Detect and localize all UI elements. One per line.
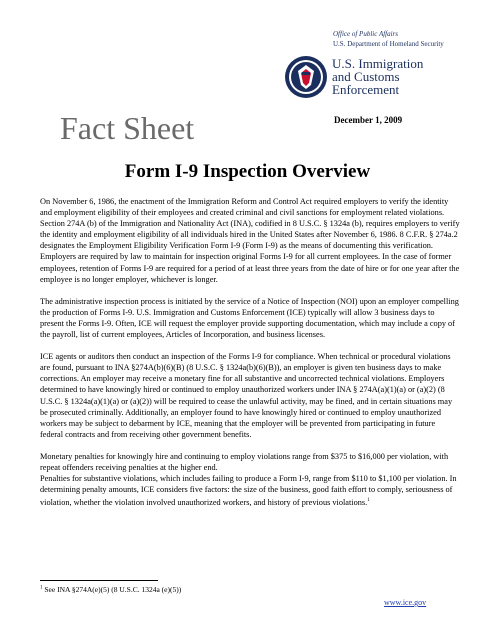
paragraph-5 <box>40 473 460 508</box>
agency-line-2: and Customs <box>332 69 400 84</box>
paragraph-2: The administrative inspection process is initiated by the service of a Notice of Inspection (NOI) upon an employer compelling the production of Forms I-9. U.S. Immigration and Customs Enforcement (ICE) typically will allow 3 business days to present the Forms I-9. Often, ICE will request the employer provide supporting documentation, which may include a copy of the payroll, list of current employees, Articles of Incorporation, and business licenses. <box>40 296 459 340</box>
fact-sheet-label: Fact Sheet <box>60 110 195 146</box>
footnote-mark: 1 <box>40 585 43 591</box>
agency-name <box>332 57 423 96</box>
website-link[interactable]: www.ice.gov <box>384 598 427 607</box>
paragraph-5-text: Penalties for substantive violations, which includes failing to produce a Form I-9, range from $110 to $1,100 per violation. In determining penalty amounts, ICE considers five factors: the size of the business, good faith effort to comply, seriousness of violation, whether the violation involved unauthorized workers, and history of previous violations. <box>40 474 457 508</box>
paragraph-1: On November 6, 1986, the enactment of the Immigration Reform and Control Act required employers to verify the identity and employment eligibility of their employees and created criminal and civil sanctions for employment related violations. Section 274A (b) of the Immigration and Nationality Act (INA), codified in 8 U.S.C. § 1324a (b), requires employers to verify the identity and employment eligibility of all individuals hired in the United States after November 6, 1986. 8 C.F.R. § 274a.2 designates the Employment Eligibility Verification Form I-9 (Form I-9) as the means of documenting this verification. Employers are required by law to maintain for inspection original Forms I-9 for all current employees. In the case of former employees, retention of Forms I-9 are required for a period of at least three years from the date of hire or for one year after the employee is no longer employer, whichever is longer. <box>40 197 460 284</box>
agency-line-3: Enforcement <box>332 82 400 97</box>
office-header <box>333 29 444 49</box>
footnote-reference: 1 <box>367 498 370 504</box>
document-body <box>40 196 460 519</box>
page-title: Form I-9 Inspection Overview <box>124 161 371 182</box>
publication-date: December 1, 2009 <box>334 115 403 125</box>
paragraph-4: Monetary penalties for knowingly hire and continuing to employ violations range from $375 to $16,000 per violation, with repeat offenders receiving penalties at the higher end. <box>40 451 449 472</box>
office-name: Office of Public Affairs <box>333 30 399 38</box>
agency-line-1: U.S. Immigration <box>332 56 424 71</box>
dhs-seal-icon <box>284 55 328 99</box>
footnote-text: See INA §274A(e)(5) (8 U.S.C. 1324a (e)(5)) <box>42 585 182 594</box>
department-name: U.S. Department of Homeland Security <box>333 40 444 48</box>
paragraph-3: ICE agents or auditors then conduct an inspection of the Forms I-9 for compliance. When technical or procedural violations are found, pursuant to INA §274A(b)(6)(B) (8 U.S.C. § 1324a(b)(6)(B)), an employer is given ten business days to make corrections. An employer may receive a monetary fine for all substantive and uncorrected technical violations. Employers determined to have knowingly hired or continued to employ unauthorized workers under INA § 274A(a)(1)(a) or (a)(2) (8 U.S.C. § 1324a(a)(1)(a) or (a)(2)) will be required to cease the unlawful activity, may be fined, and in certain situations may be prosecuted criminally. Additionally, an employer found to have knowingly hired or continued to employ unauthorized workers may be subject to debarment by ICE, meaning that the employer will be prevented from participating in future federal contracts and from receiving other government benefits. <box>40 352 453 439</box>
footnote <box>40 585 181 594</box>
footnote-divider <box>40 580 158 581</box>
